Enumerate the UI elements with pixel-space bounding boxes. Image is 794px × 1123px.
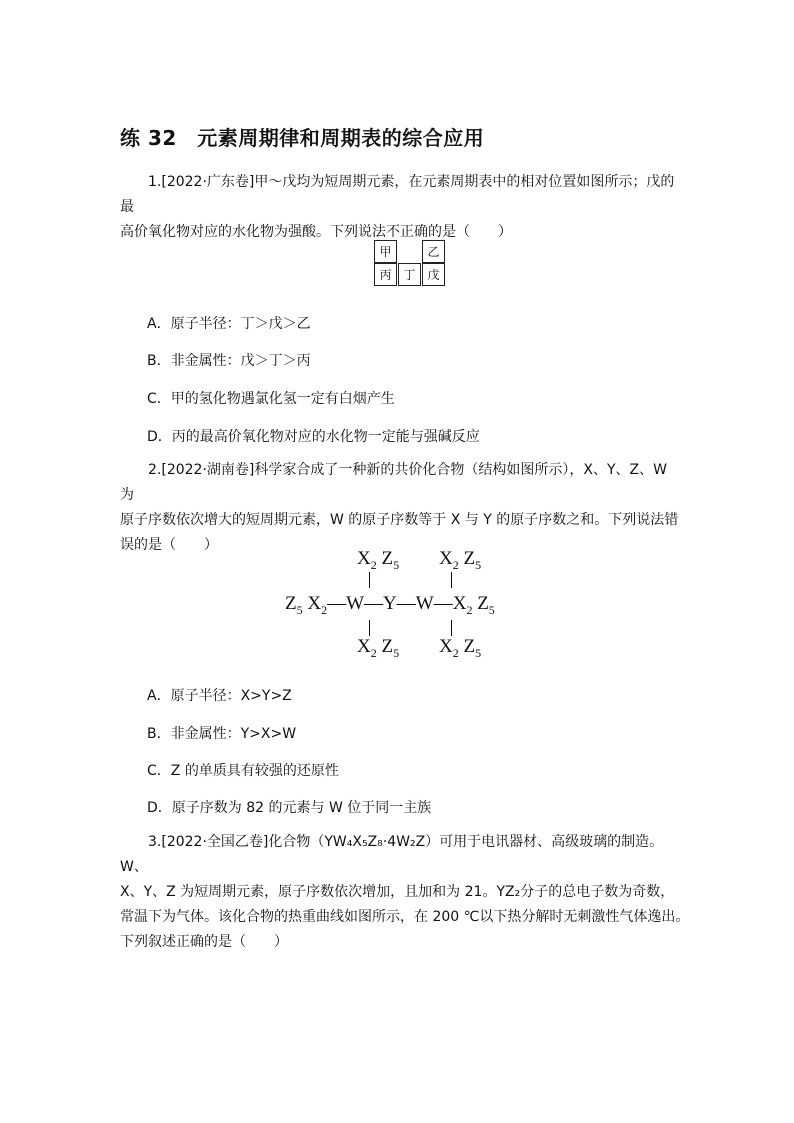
bottom-left-group: $X_2$ $Z_5$ [357, 636, 400, 660]
cell-ding: 丁 [398, 263, 421, 286]
molecular-structure-diagram [285, 548, 545, 668]
cell-bing: 丙 [374, 263, 397, 286]
cell-yi: 乙 [422, 240, 445, 263]
top-left-group: $X_2$ $Z_5$ [357, 548, 400, 572]
question-2-stem [120, 458, 680, 558]
bond-top-right [451, 572, 452, 588]
q3-stem-line1: 3.[2022·全国乙卷]化合物（YW₄X₅Z₈·4W₂Z）可用于电讯器材、高级玻璃的制造。W、 [120, 834, 664, 875]
top-right-group: $X_2$ $Z_5$ [439, 548, 482, 572]
page-title: 练 32 元素周期律和周期表的综合应用 [120, 126, 485, 150]
bond-bottom-left [369, 620, 370, 636]
q2-stem-line2: 原子序数依次增大的短周期元素，W 的原子序数等于 X 与 Y 的原子序数之和。下列说法错 [120, 512, 679, 528]
q1-option-c: C．甲的氢化物遇氯化氢一定有白烟产生 [147, 391, 395, 407]
q3-stem-line3: 常温下为气体。该化合物的热重曲线如图所示，在 200 ℃以下热分解时无刺激性气体逸出。 [120, 909, 690, 925]
q1-option-a: A．原子半径：丁＞戊＞乙 [147, 316, 311, 332]
q1-stem-line2: 高价氧化物对应的水化物为强酸。下列说法不正确的是（ ） [120, 224, 512, 240]
q3-stem-line4: 下列叙述正确的是（ ） [120, 934, 288, 950]
q1-option-d: D．丙的最高价氧化物对应的水化物一定能与强碱反应 [147, 429, 480, 445]
question-1-stem [120, 170, 680, 245]
bottom-right-group: $X_2$ $Z_5$ [439, 636, 482, 660]
q1-option-b: B．非金属性：戊＞丁＞丙 [147, 353, 311, 369]
q2-stem-line3: 误的是（ ） [120, 537, 218, 553]
question-3-stem [120, 830, 690, 955]
q3-stem-line2: X、Y、Z 为短周期元素，原子序数依次增加，且加和为 21。YZ₂分子的总电子数为奇数， [120, 884, 675, 900]
q2-option-c: C．Z 的单质具有较强的还原性 [147, 763, 339, 779]
cell-wu: 戊 [422, 263, 445, 286]
main-chain: $Z_5$ $X_2—W—Y—W—X_2$ $Z_5$ [285, 593, 495, 617]
q2-option-d: D．原子序数为 82 的元素与 W 位于同一主族 [147, 800, 432, 816]
q2-option-b: B．非金属性：Y>X>W [147, 726, 297, 742]
bond-top-left [369, 572, 370, 588]
q2-option-a: A．原子半径：X>Y>Z [147, 688, 292, 704]
q2-stem-line1: 2.[2022·湖南卷]科学家合成了一种新的共价化合物（结构如图所示），X、Y、Z、W 为 [120, 462, 667, 503]
cell-jia: 甲 [374, 240, 397, 263]
q1-stem-line1: 1.[2022·广东卷]甲～戊均为短周期元素，在元素周期表中的相对位置如图所示；戊的最 [120, 174, 675, 215]
bond-bottom-right [451, 620, 452, 636]
